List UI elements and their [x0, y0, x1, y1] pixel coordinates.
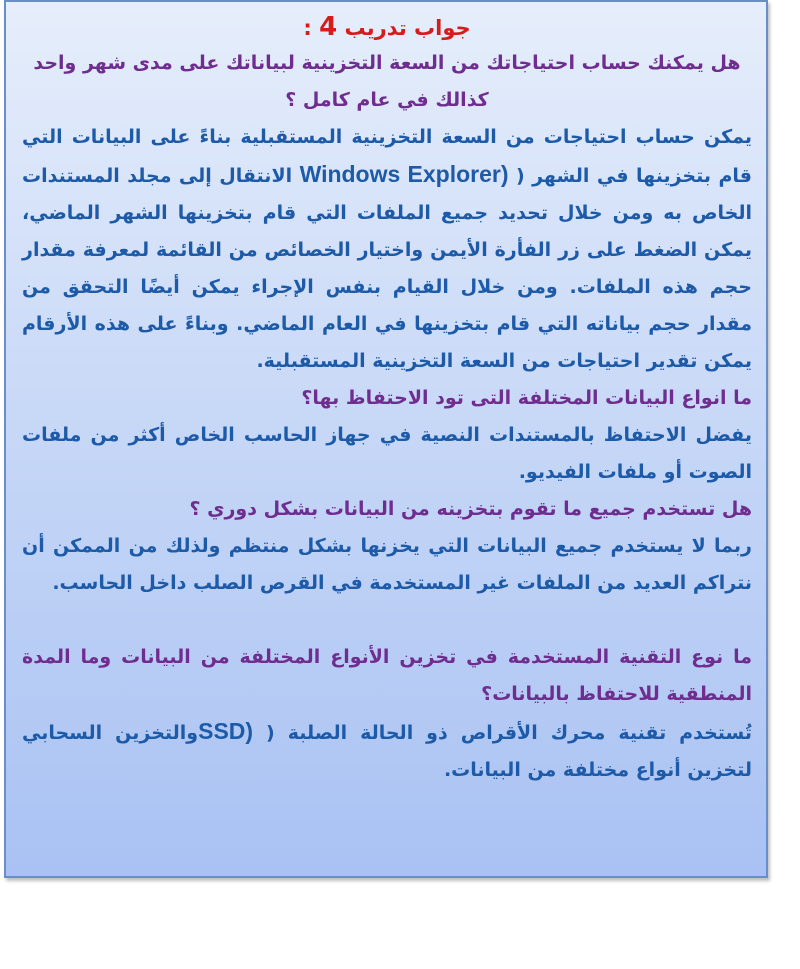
- answer-4: [22, 713, 752, 789]
- answer-4-latin-term: SSD): [198, 718, 254, 744]
- title-number: 4: [319, 12, 338, 42]
- answer-3: ربما لا يستخدم جميع البيانات التي يخزنها بشكل منتظم ولذلك من الممكن أن نتراكم العديد من الملفات غير المستخدمة في القرص الصلب داخل الحاسب.: [22, 535, 752, 594]
- question-4: ما نوع التقنية المستخدمة في تخزين الأنواع المختلفة من البيانات وما المدة المنطقية للاحتفاظ بالبيانات؟: [22, 646, 752, 705]
- answer-1-part2: الانتقال إلى مجلد المستندات الخاص به ومن خلال تحديد جميع الملفات التي قام بتخزينها الشهر الماضي، يمكن الضغط على زر الفأرة الأيمن واختيار الخصائص من القائمة لمعرفة مقدار حجم هذه الملفات. ومن خلال القيام بنفس الإجراء يمكن أيضًا التحقق من مقدار حجم بياناته التي قام بتخزينها في العام الماضي. وبناءً على هذه الأرقام يمكن تقدير احتياجات من السعة التخزينية المستقبلية.: [22, 165, 752, 372]
- answer-card: [4, 0, 768, 878]
- intro-question-line1: هل يمكنك حساب احتياجاتك من السعة التخزينية لبياناتك على مدى شهر واحد: [33, 52, 741, 74]
- answer-4-part1: تُستخدم تقنية محرك الأقراص ذو الحالة الصلبة (: [253, 722, 752, 744]
- exercise-title: [22, 10, 752, 45]
- answer-2: يفضل الاحتفاظ بالمستندات النصية في جهاز الحاسب الخاص أكثر من ملفات الصوت أو ملفات الفيديو.: [22, 424, 752, 483]
- answer-1-latin-term: Windows Explorer): [299, 161, 509, 187]
- title-label: جواب تدريب: [344, 16, 471, 40]
- intro-question-line2: كذالك في عام كامل ؟: [285, 89, 489, 111]
- title-colon: :: [303, 16, 312, 40]
- card-content: [22, 10, 752, 789]
- answer-1: [22, 119, 752, 380]
- spacer: [22, 602, 752, 639]
- intro-question: [22, 45, 752, 119]
- answer-1-part1: يمكن حساب احتياجات من السعة التخزينية المستقبلية بناءً على البيانات التي قام بتخزينها في الشهر (: [22, 126, 752, 187]
- question-3: هل تستخدم جميع ما تقوم بتخزينه من البيانات بشكل دوري ؟: [189, 498, 752, 520]
- question-2: ما انواع البيانات المختلفة التى تود الاحتفاظ بها؟: [301, 387, 752, 409]
- answer-4-part2: والتخزين السحابي لتخزين أنواع مختلفة من البيانات.: [22, 722, 752, 781]
